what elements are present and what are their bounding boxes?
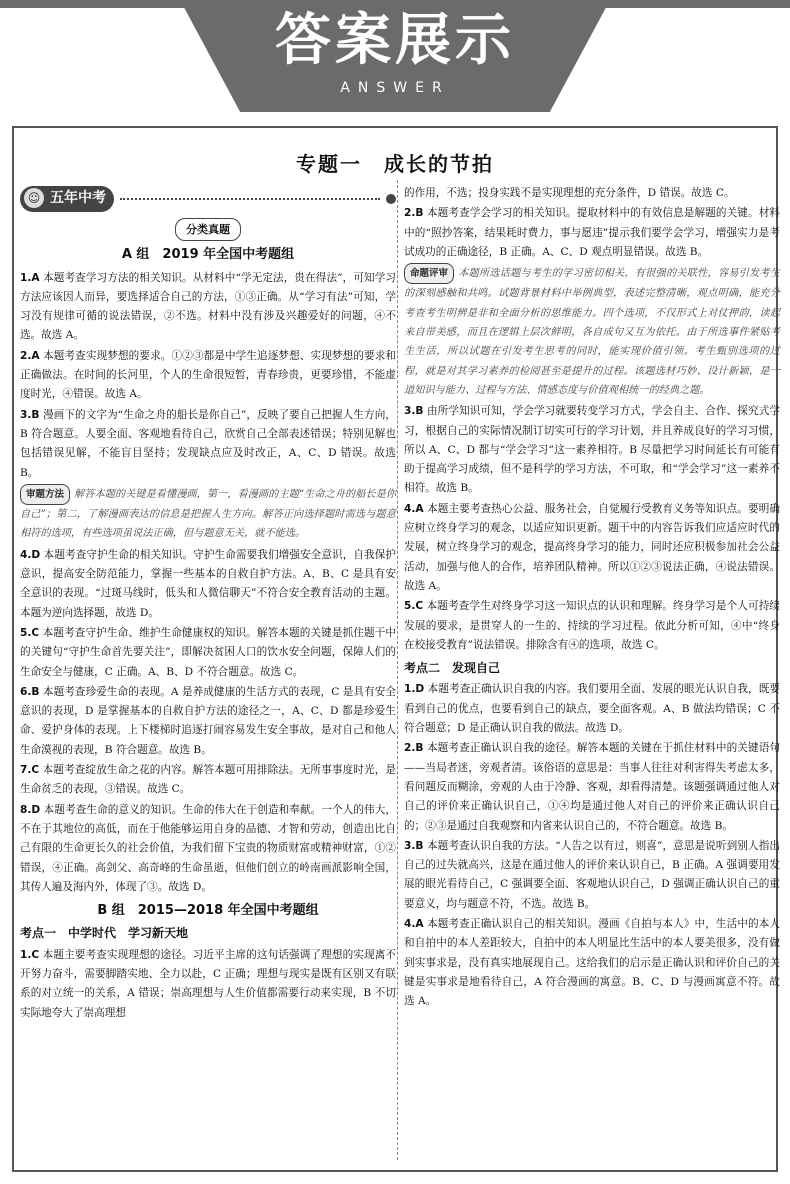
answer-text: 本题考查正确认识自己的相关知识。漫画《自拍与本人》中，生活中的本人和自拍中的本人差距较大，自拍中的本人明显比生活中的本人要美很多，没有做到实事求是，没有真实地展现自己。这给我们的启示是正确认识和评价自己的关键是实事求是地看待自己，A 符合漫画的寓意。B、C、D 与漫画寓意不符。故选 A。: [404, 917, 781, 1008]
banner-title: 答案展示: [275, 8, 515, 73]
tip-tag: 命题评审: [404, 263, 454, 284]
answer-number: 6.B: [20, 685, 40, 698]
mascot-icon: ☺: [24, 188, 44, 208]
answer-text: 本题考查学习方法的相关知识。从材料中“学无定法，贵在得法”，可知学习方法应该因人而异，要选择适合自己的方法，①③正确。从“学习有法”可知，学习没有规律可循的说法错误，②不选。材料中没有涉及兴趣爱好的问题，④不选。故选 A。: [20, 271, 396, 342]
tip-box: [404, 263, 780, 400]
group-b-title: B 组 2015—2018 年全国中考题组: [97, 903, 319, 919]
answer-number: 1.C: [20, 948, 40, 961]
banner-subtitle: ANSWER: [340, 80, 450, 96]
dotted-rule: [120, 198, 380, 200]
answer-text: 本题考查正确认识自我的途径。解答本题的关键在于抓住材料中的关键语句——当局者迷，旁观者清。该俗语的意思是：当事人往往对利害得失考虑太多，看问题反而糊涂，旁观的人由于冷静、客观，却看得清楚。该题强调通过他人对自己的评价来正确认识自己，①④均是通过他人对自己的评价来正确认识自己的；②③是通过自我观察和内省来认识自己的，不符合题意。故选 B。: [404, 742, 780, 832]
answer-item: [20, 624, 396, 682]
answer-item: [404, 204, 780, 262]
end-dot-icon: [386, 194, 396, 204]
tip-text: 解答本题的关键是看懂漫画，第一，看漫画的主题“生命之舟的船长是你自己”；第二，了解漫画表达的信息是把握人生方向。解答正向选择题时需选与题意相符的选项，有些选项虽说法正确，但与题意无关，就不能选。: [20, 488, 396, 540]
answer-text: 由所学知识可知，学会学习就要转变学习方式，学会自主、合作、探究式学习，根据自己的实际情况制订切实可行的学习计划，并且养成良好的学习习惯，所以 A、C、D 都与“学会学习”这一素养相符。B 尽量把学习时间延长有可能有助于提高学习成绩，但不是科学的学习方法，不可取，和“学会学习”这一素养不相符。故选 B。: [404, 405, 780, 495]
answer-number: 4.A: [404, 502, 424, 515]
answer-item: [20, 761, 396, 800]
answer-number: 3.B: [20, 408, 40, 421]
answer-number: 7.C: [20, 764, 40, 777]
answer-item: [20, 269, 396, 346]
answer-text: 本题考查实现梦想的要求。①②③都是中学生追逐梦想、实现梦想的要求和正确做法。在时间的长河里，个人的生命很短暂，青春珍贵，更要珍惜，不能虚度时光，④错误。故选 A。: [20, 349, 397, 401]
answer-item: [404, 500, 780, 596]
answer-number: 2.B: [404, 742, 424, 755]
answer-text: 本题主要考查热心公益、服务社会，自觉履行受教育义务等知识点。要明确应树立终身学习的观念，以适应知识更新。题干中的内容告诉我们应适应时代的发展，树立终身学习的观念，提高终身学习的能力，同时还应积极参加社会公益活动，加强与他人的合作，培养团队精神。所以①②③说法正确，④说法错误。故选 A。: [404, 502, 781, 592]
answer-item: [20, 801, 396, 897]
answer-list: [404, 680, 780, 1011]
answer-text: 本题考查生命的意义的知识。生命的伟大在于创造和奉献。一个人的伟大，不在于其地位的高低，而在于他能够运用自身的品德、才智和劳动，创造出比自己有限的生命更长久的社会价值，为我们留下宝贵的物质财富或精神财富，①②错误，④正确。高剑父、高奇峰的生命虽逝，但他们创立的岭南画派影响全国，其传人遍及海内外，体现了③。故选 D。: [20, 803, 397, 893]
answer-text: 本题考查正确认识自我的内容。我们要用全面、发展的眼光认识自我，既要看到自己的优点，也要看到自己的缺点，要全面客观。A、B 做法均错误；C 不符合题意；D 是正确认识自我的做法。故选 D。: [404, 683, 781, 735]
answer-text: 本题考查认识自我的方法。“人告之以有过，则喜”，意思是说听到别人指出自己的过失就高兴，这是在通过他人的评价来认识自己，B 正确。A 强调要用发展的眼光看待自己，C 强调要全面、客观地认识自己，D 强调正确认识自己的重要意义，均与题意不符，不选。故选 B。: [404, 839, 780, 910]
answer-number: 3.B: [404, 839, 424, 852]
answer-text: 本题主要考查实现理想的途径。习近平主席的这句话强调了理想的实现离不开努力奋斗，需要脚踏实地、全力以赴，C 正确；理想与现实是既有区别又有联系的对立统一的关系，A 错误；崇高理想与人生价值都需要行动来实现，B 不切实际地夸大了崇高理想: [20, 948, 397, 1019]
tip-box: [20, 484, 396, 544]
answer-text: 本题考查学生对终身学习这一知识点的认识和理解。终身学习是个人可持续发展的要求，是贯穿人的一生的、持续的学习过程。依此分析可知，④中“终身在校接受教育”说法错误。排除含有④的选项，故选 C。: [404, 600, 781, 651]
answer-number: 2.A: [20, 349, 40, 362]
answer-text: 本题考查珍爱生命的表现。A 是养成健康的生活方式的表现，C 是具有安全意识的表现，D 是掌握基本的自救自护方法的途径之一，A、C、D 都是珍爱生命、爱护身体的表现。上下楼梯时追逐打闹容易发生安全事故，是对自己和他人生命漠视的表现，B 符合题意。故选 B。: [20, 685, 396, 756]
answer-text: 本题考查守护生命的相关知识。守护生命需要我们增强安全意识，自我保护意识，提高安全防范能力，掌握一些基本的自救自护方法。A、B、C 是具有安全意识的表现。“过斑马线时，低头和人微信聊天”不符合安全教育活动的主题。本题为逆向选择题，故选 D。: [20, 548, 397, 619]
answer-item: [20, 946, 396, 1023]
answer-list: [20, 946, 396, 1023]
answer-text: 本题考查学会学习的相关知识。提取材料中的有效信息是解题的关键。材料中的“照抄答案，结果耗时费力，事与愿违”提示我们要学会学习，增强实力是考试成功的正确途径，B 正确。A、C、D 观点明显错误。故选 B。: [404, 207, 780, 258]
topic-title: 专题一 成长的节拍: [296, 152, 494, 176]
answer-item: [404, 837, 780, 914]
answer-item: [20, 546, 396, 623]
answer-number: 1.D: [404, 683, 425, 696]
answer-text: 漫画下的文字为“生命之舟的船长是你自己”，反映了要自己把握人生方向，B 符合题意。人要全面、客观地看待自己，欣赏自己全部表述错误；特别见解也包括错误见解，不能盲目坚持；发现缺点应及时改正，A、C、D 错误。故选 B。: [20, 408, 396, 479]
answer-list: [404, 184, 780, 262]
answer-number: 3.B: [404, 405, 424, 418]
tip-tag: 审题方法: [20, 484, 70, 505]
answer-item: [404, 402, 780, 498]
answer-item: [20, 683, 396, 760]
answer-number: 2.B: [404, 207, 424, 220]
answer-number: 5.C: [404, 600, 424, 613]
answer-list: [404, 402, 780, 655]
tip-text: 本题所选话题与考生的学习密切相关，有很强的关联性，容易引发考生的深刻感触和共鸣。试题背景材料中举例典型，表述完整清晰，观点明确，能充分考查考生明辨是非和全面分析的思维能力。四个选项，不仅形式上对仗押韵，读起来自带美感，而且在逻辑上层次鲜明，各自成句又互为依托。由于所选事件紧贴考生生活，所以试题在引发考生思考的同时，能实现价值引领。考生甄别选项的过程，就是对其学习素养的检阅甚至是提升的过程。该题选材巧妙、设计新颖，是一道知识与能力、过程与方法、情感态度与价值观相统一的经典之题。: [404, 268, 780, 396]
answer-number: 4.A: [404, 917, 424, 930]
answer-text: 本题考查守护生命、维护生命健康权的知识。解答本题的关键是抓住题干中的关键句“守护生命首先要关注”，即解决贫困人口的饮水安全问题，保障人们的生命安全与健康，C 正确。A、B、D 不符合题意。故选 C。: [20, 626, 397, 678]
group-a-title: A 组 2019 年全国中考题组: [121, 247, 295, 263]
section-header: [20, 184, 396, 214]
answer-item: [404, 184, 780, 203]
answer-list: [20, 269, 396, 483]
section-badge: [20, 186, 114, 211]
answer-item: [20, 406, 396, 483]
answer-item: [404, 597, 780, 655]
answer-text: 的作用，不选；投身实践不是实现理想的充分条件，D 错误。故选 C。: [404, 187, 735, 199]
category-label-wrap: [20, 218, 396, 241]
answer-list: [20, 546, 396, 897]
answer-number: 5.C: [20, 626, 40, 639]
kaodian-title: 考点一 中学时代 学习新天地: [20, 926, 189, 941]
right-column: [404, 184, 780, 1012]
answer-number: 4.D: [20, 548, 41, 561]
left-column: [20, 184, 396, 1024]
answer-item: [404, 739, 780, 835]
column-divider: [397, 180, 398, 1160]
kaodian-title: 考点二 发现自己: [404, 661, 501, 676]
answer-text: 本题考查绽放生命之花的内容。解答本题可用排除法。无所事事度时光，是生命贫乏的表现，③错误。故选 C。: [20, 764, 397, 796]
answer-item: [20, 347, 396, 405]
answer-item: [404, 680, 780, 738]
section-badge-label: 五年中考: [50, 190, 106, 207]
answer-item: [404, 915, 780, 1011]
answer-number: 8.D: [20, 803, 41, 816]
answer-number: 1.A: [20, 271, 40, 284]
category-label: 分类真题: [175, 218, 241, 241]
banner: [0, 0, 790, 112]
